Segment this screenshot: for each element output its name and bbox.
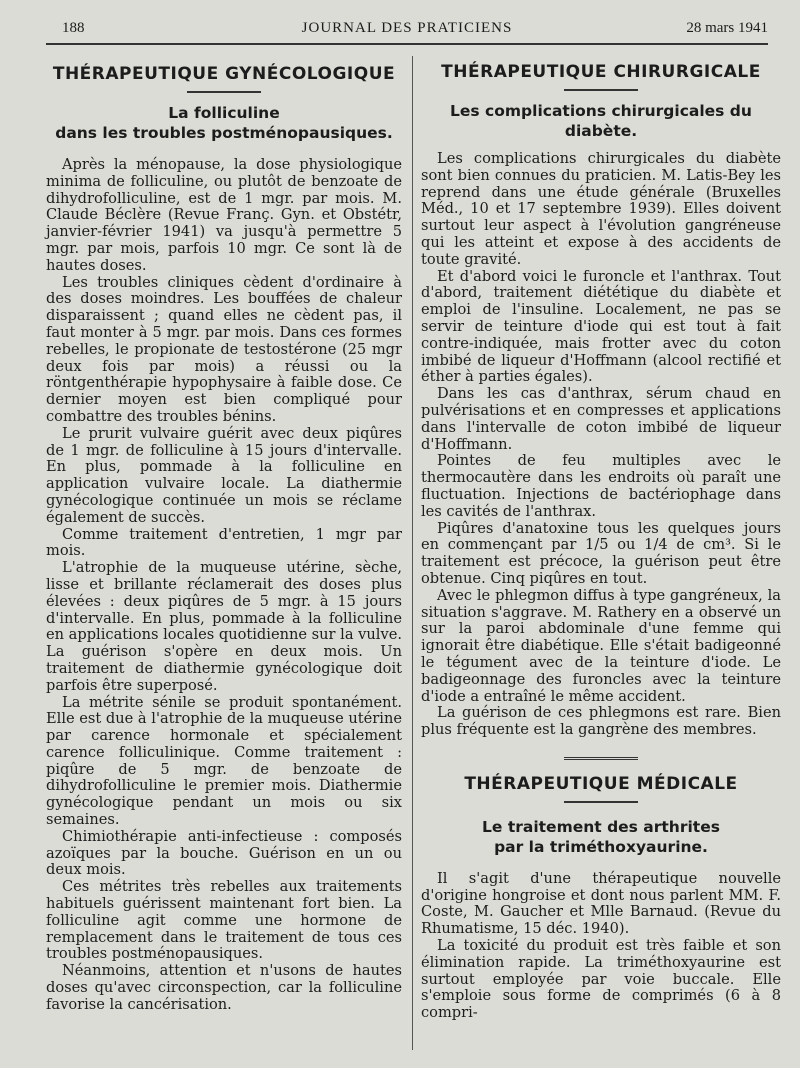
paragraph: Et d'abord voici le furoncle et l'anthrax. Tout d'abord, traitement diététique du diabète et emploi de l'insuline. Localement, ne pas se servir de teinture d'iode qui est tout à fait contre-indiquée, mais frotter avec du coton imbibé de liqueur d'Hoffmann (alcool rectifié et éther à parties égales). <box>421 267 781 386</box>
page-number: 188 <box>62 20 85 36</box>
right-column <box>421 60 781 1022</box>
paragraph: Le prurit vulvaire guérit avec deux piqûres de 1 mgr. de folliculine à 15 jours d'intervalle. En plus, pommade à la folliculine en application vulvaire locale. La diathermie gynécologique continuée un mois se réclame également de succès. <box>46 424 402 526</box>
article-title-diabete: Les complications chirurgicales du diabète. <box>450 102 752 140</box>
section-rule <box>564 89 638 91</box>
article-title-line: Le traitement des arthrites <box>482 817 720 836</box>
paragraph: Les troubles cliniques cèdent d'ordinaire à des doses moindres. Les bouffées de chaleur disparaissent ; quand elles ne cèdent pas, il faut monter à 5 mgr. par mois. Dans ces formes rebelles, le propionate de testostérone (25 mgr deux fois par mois) a réussi ou la röntgenthérapie hypophysaire à faible dose. Ce dernier moyen est bien compliqué pour combattre des troubles bénins. <box>46 273 402 425</box>
paragraph: Pointes de feu multiples avec le thermocautère dans les endroits où paraît une fluctuation. Injections de bactériophage dans les cavités de l'anthrax. <box>421 452 781 520</box>
section-title-gynecologique: THÉRAPEUTIQUE GYNÉCOLOGIQUE <box>52 64 396 84</box>
paragraph: Avec le phlegmon diffus à type gangréneux, la situation s'aggrave. M. Rathery en a observé un sur la paroi abdominale d'une femme qui ignorait être diabétique. Elle s'était badigeonné le tégument avec de la teinture d'iode. Le badigeonnage des furoncles avec la teinture d'iode a entraîné le même accident. <box>421 586 781 705</box>
section-separator <box>564 757 638 760</box>
paragraph: Comme traitement d'entretien, 1 mgr par mois. <box>46 525 402 560</box>
paragraph: Piqûres d'anatoxine tous les quelques jours en commençant par 1/5 ou 1/4 de cm³. Si le traitement est précoce, la guérison peut être obtenue. Cinq piqûres en tout. <box>421 519 781 587</box>
article-title-line: par la triméthoxyaurine. <box>494 837 708 856</box>
paragraph: La métrite sénile se produit spontanément. Elle est due à l'atrophie de la muqueuse utérine par carence hormonale et spécialement carence folliculinique. Comme traitement : piqûre de 5 mgr. de benzoate de dihydrofolliculine le premier mois. Diathermie gynécologique pendant un mois ou six semaines. <box>46 693 402 829</box>
paragraph: La toxicité du produit est très faible et son élimination rapide. La triméthoxyaurine est surtout employée par voie buccale. Elle s'emploie sous forme de comprimés (6 à 8 compri- <box>421 937 781 1022</box>
article-title-arthrites <box>421 817 781 857</box>
paragraph: L'atrophie de la muqueuse utérine, sèche, lisse et brillante réclamerait des doses plus élevées : deux piqûres de 5 mgr. à 15 jours d'intervalle. En plus, pommade à la folliculine en applications locales quotidienne sur la vulve. La guérison s'opère en deux mois. Un traitement de diathermie gynécologique doit parfois être superposé. <box>46 559 402 694</box>
header-rule <box>46 43 768 45</box>
section-rule <box>187 91 261 93</box>
paragraph: La guérison de ces phlegmons est rare. Bien plus fréquente est la gangrène des membres. <box>421 704 781 739</box>
section-title-chirurgicale: THÉRAPEUTIQUE CHIRURGICALE <box>441 62 761 82</box>
paragraph: Chimiothérapie anti-infectieuse : composés azoïques par la bouche. Guérison en un ou deux mois. <box>46 827 402 879</box>
section-title-medicale: THÉRAPEUTIQUE MÉDICALE <box>464 773 738 794</box>
section-rule <box>564 801 638 803</box>
page-header <box>46 18 768 44</box>
paragraph: Après la ménopause, la dose physiologique minima de folliculine, ou plutôt de benzoate de dihydrofolliculine, est de 1 mgr. par mois. M. Claude Béclère (Revue Franç. Gyn. et Obstétr, janvier-février 1941) va jusqu'à permettre 5 mgr. par mois, parfois 10 mgr. Ce sont là de hautes doses. <box>46 156 402 274</box>
paragraph: Il s'agit d'une thérapeutique nouvelle d'origine hongroise et dont nous parlent MM. F. Coste, M. Gaucher et Mlle Barnaud. (Revue du Rhumatisme, 15 déc. 1940). <box>421 869 781 938</box>
paragraph: Les complications chirurgicales du diabète sont bien connues du praticien. M. Latis-Bey les reprend dans une étude générale (Bruxelles Méd., 10 et 17 septembre 1939). Elles doivent surtout leur aspect à l'évolution gangréneuse qui les atteint et expose à des accidents de toute gravité. <box>421 150 781 268</box>
article-title-line: La folliculine <box>168 104 280 122</box>
paragraph: Ces métrites très rebelles aux traitements habituels guérissent maintenant fort bien. La folliculine agit comme une hormone de remplacement dans le traitement de tous ces troubles postménopausiques. <box>46 878 402 963</box>
article-title-folliculine <box>46 103 402 143</box>
journal-title: JOURNAL DES PRATICIENS <box>301 20 513 36</box>
paragraph: Néanmoins, attention et n'usons de hautes doses qu'avec circonspection, car la folliculine favorise la cancérisation. <box>46 962 402 1013</box>
issue-date: 28 mars 1941 <box>686 20 768 36</box>
column-divider <box>412 56 413 1050</box>
article-title-line: dans les troubles postménopausiques. <box>55 124 393 142</box>
left-column <box>46 60 402 1014</box>
paragraph: Dans les cas d'anthrax, sérum chaud en pulvérisations et en compresses et applications dans l'intervalle de coton imbibé de liqueur d'Hoffmann. <box>421 385 781 453</box>
